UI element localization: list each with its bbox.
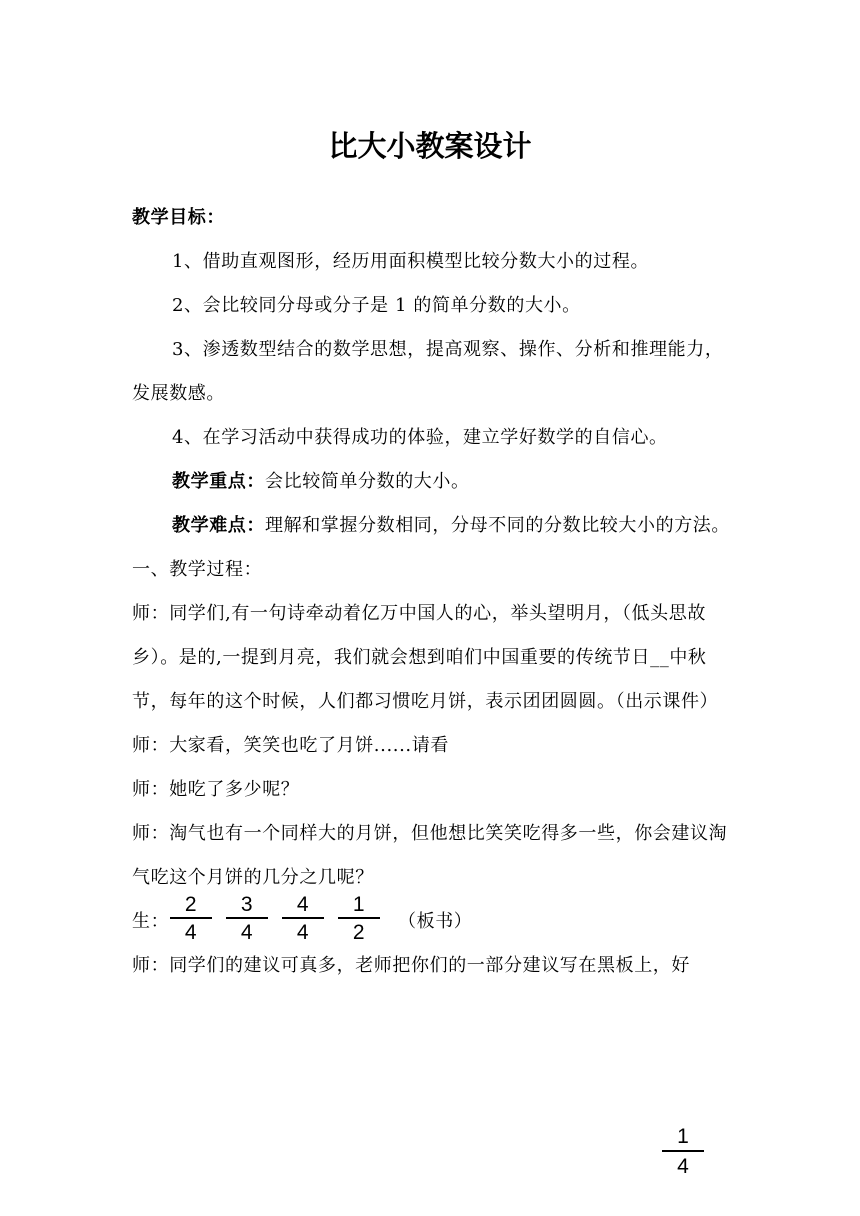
fraction-bar [226, 917, 268, 919]
dialogue-line-2: 师：大家看，笑笑也吃了月饼......请看 [132, 735, 449, 756]
fraction-list [170, 894, 394, 944]
fraction-bar [338, 917, 380, 919]
fraction-denominator: 4 [296, 921, 310, 944]
fraction-denominator: 4 [677, 1155, 689, 1178]
student-label: 生： [132, 911, 170, 932]
fraction [282, 894, 324, 944]
fraction-numerator: 1 [352, 893, 366, 916]
board-note: （板书） [398, 911, 473, 932]
key-point-text: 会比较简单分数的大小。 [265, 471, 470, 492]
key-point [132, 460, 732, 504]
document-body [132, 196, 732, 988]
fraction-denominator: 4 [240, 921, 254, 944]
key-point-label: 教学重点： [172, 471, 265, 492]
objectives-heading: 教学目标： [132, 207, 225, 228]
student-answer [132, 893, 732, 944]
dialogue-line-5: 师：同学们的建议可真多，老师把你们的一部分建议写在黑板上，好 [132, 955, 690, 976]
fraction [170, 894, 212, 944]
corner-fraction [662, 1126, 704, 1178]
fraction-denominator: 4 [184, 921, 198, 944]
fraction-bar [170, 917, 212, 919]
dialogue-line-1: 师：同学们,有一句诗牵动着亿万中国人的心，举头望明月，（低头思故乡）。是的,一提到月亮，我们就会想到咱们中国重要的传统节日__中秋节，每年的这个时候，人们都习惯吃月饼，表示团团圆圆。（出示课件） [132, 603, 719, 712]
fraction-bar [662, 1150, 704, 1152]
fraction-numerator: 1 [677, 1125, 689, 1148]
dialogue-line-4: 师：淘气也有一个同样大的月饼，但他想比笑笑吃得多一些，你会建议淘气吃这个月饼的几分之几呢？ [132, 823, 728, 888]
objective-item-2: 2、会比较同分母或分子是 1 的简单分数的大小。 [172, 295, 581, 316]
page-title: 比大小教案设计 [328, 129, 532, 163]
fraction-numerator: 3 [240, 893, 254, 916]
fraction [226, 894, 268, 944]
objective-item-3: 3、渗透数型结合的数学思想，提高观察、操作、分析和推理能力，发展数感。 [132, 339, 724, 404]
objective-item-4: 4、在学习活动中获得成功的体验，建立学好数学的自信心。 [172, 427, 668, 448]
difficulty-text: 理解和掌握分数相同，分母不同的分数比较大小的方法。 [265, 515, 730, 536]
objective-item-1: 1、借助直观图形，经历用面积模型比较分数大小的过程。 [172, 251, 650, 272]
difficulty [132, 504, 732, 548]
fraction-numerator: 4 [296, 893, 310, 916]
fraction-denominator: 2 [352, 921, 366, 944]
fraction [338, 894, 380, 944]
difficulty-label: 教学难点： [172, 515, 265, 536]
dialogue-line-3: 师：她吃了多少呢？ [132, 779, 300, 800]
fraction-numerator: 2 [184, 893, 198, 916]
process-heading: 一、教学过程： [132, 559, 263, 580]
fraction-bar [282, 917, 324, 919]
